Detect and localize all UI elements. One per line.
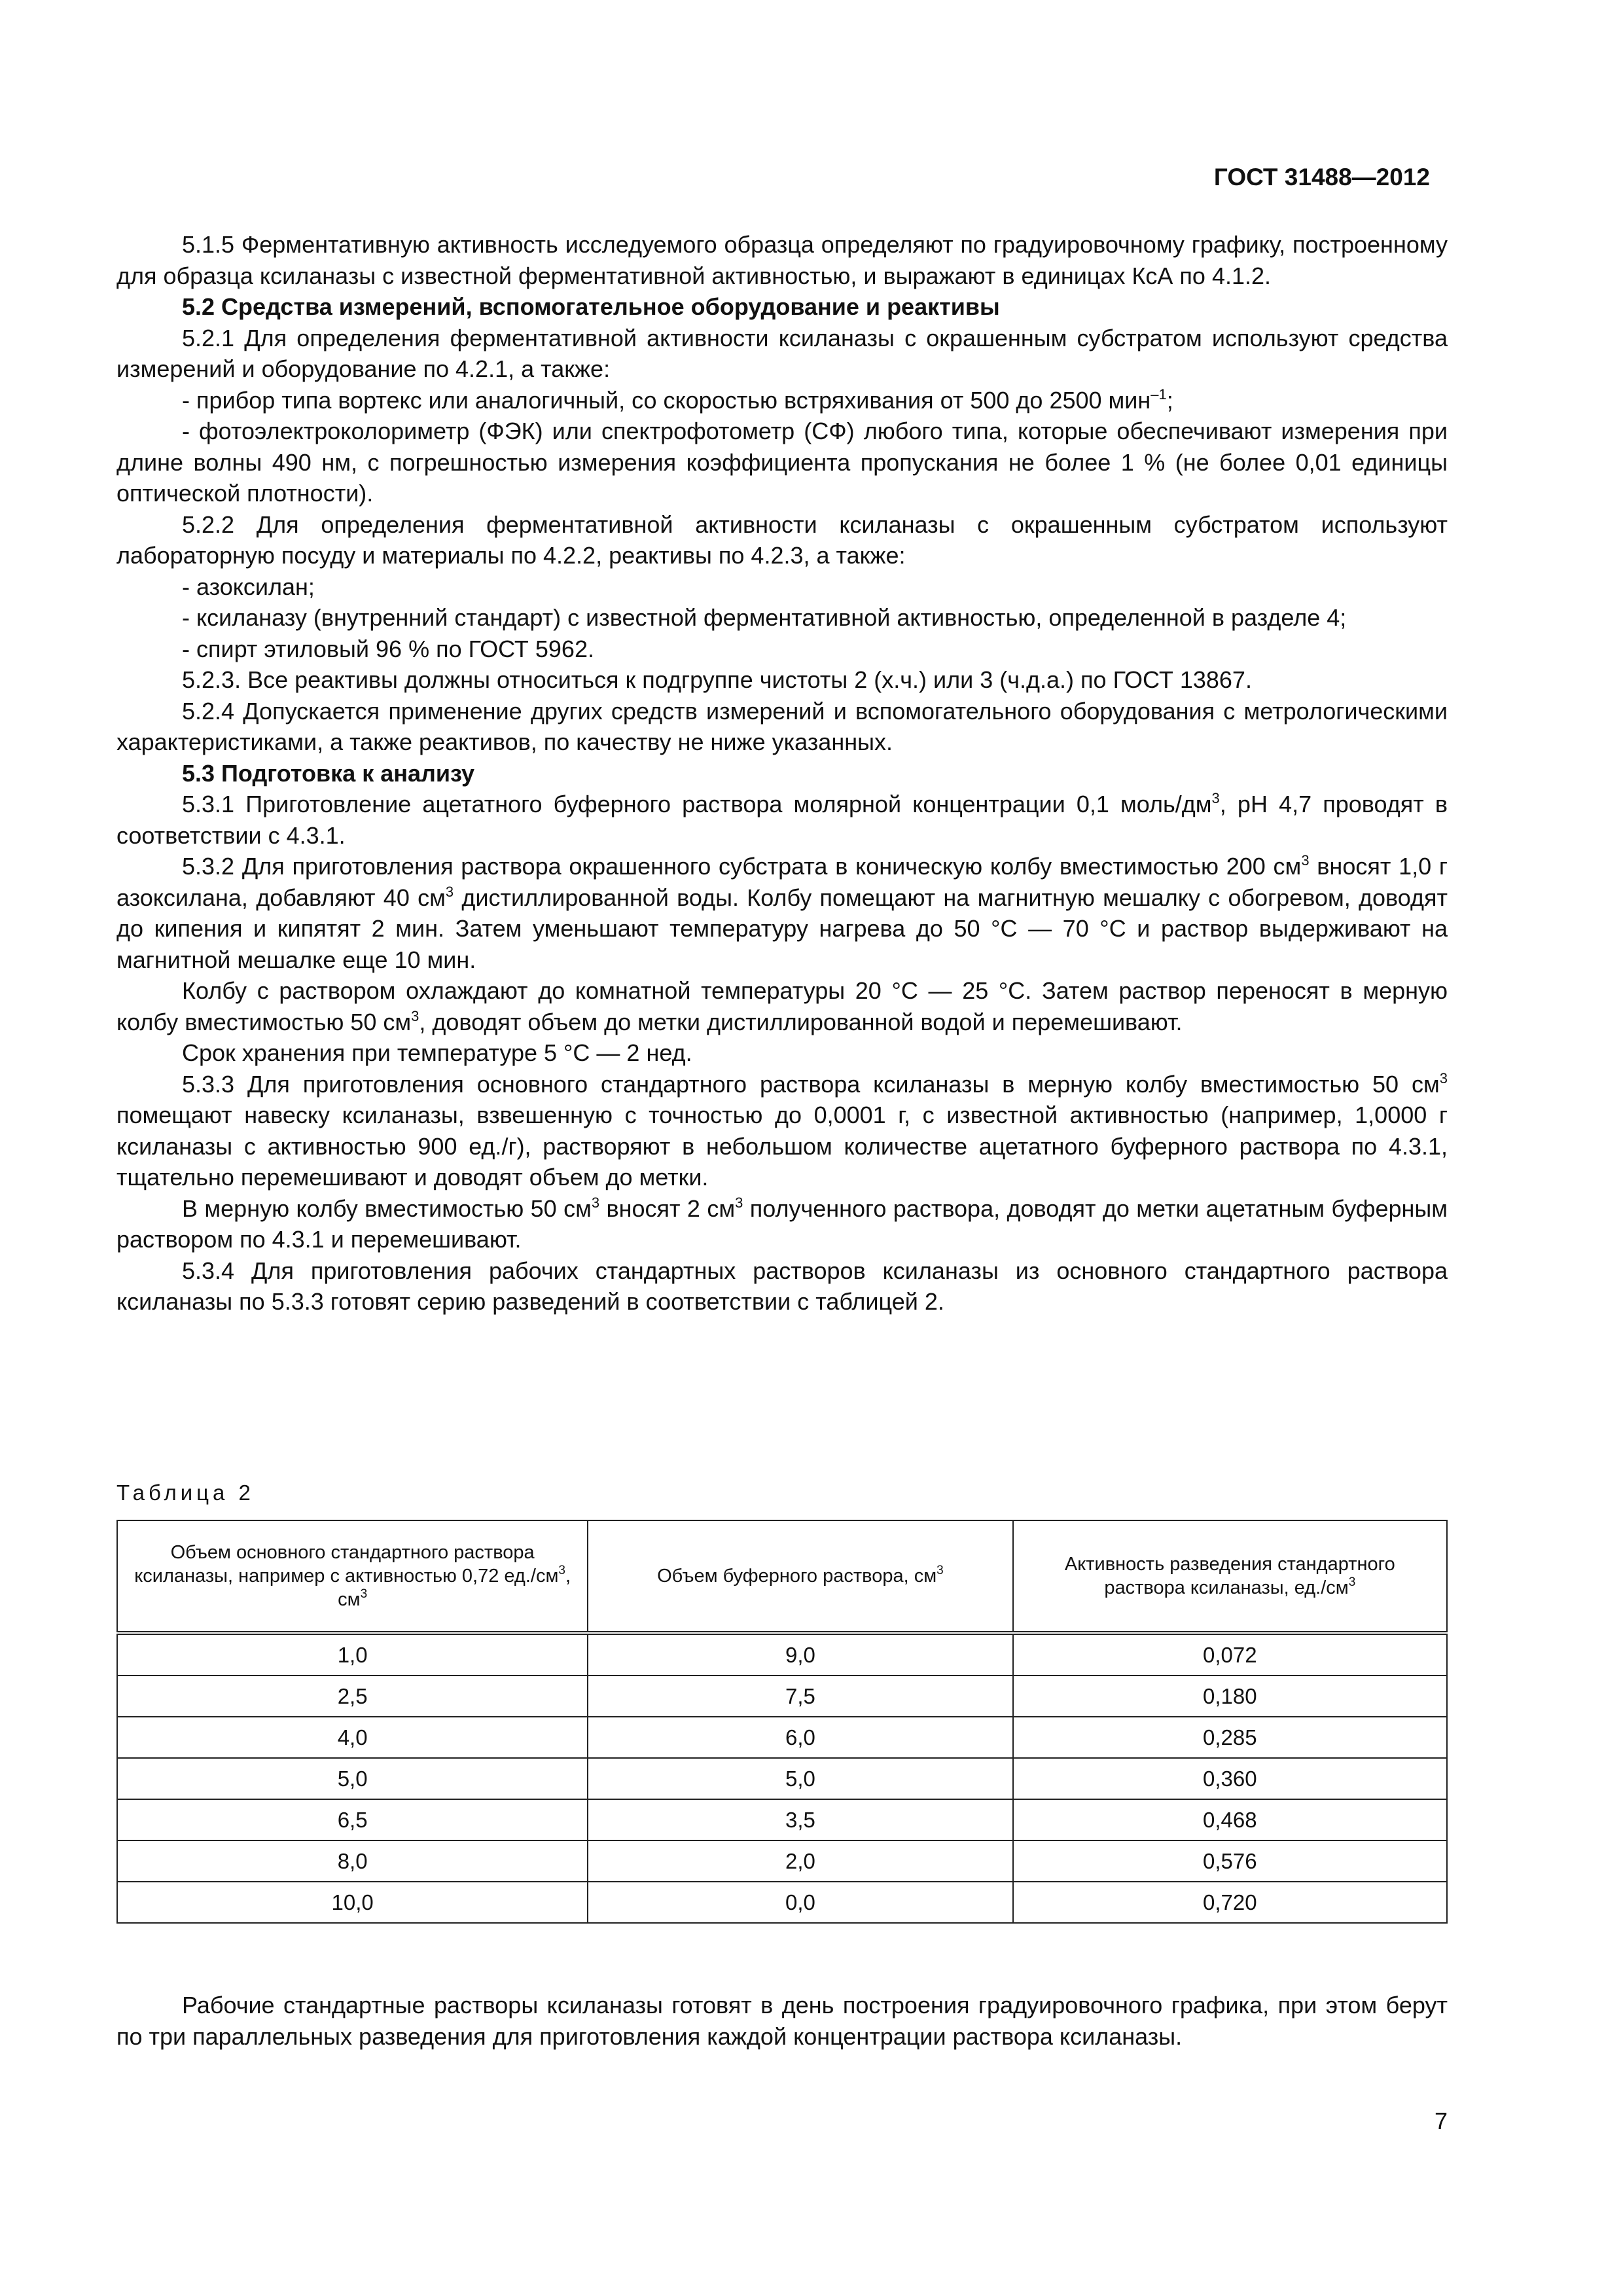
table-cell: 0,0 [588, 1882, 1012, 1923]
column-header-stock-volume: Объем основного стандартного раствора ксиланазы, например с активностью 0,72 $ед./см^3$, $см^3$ [117, 1520, 588, 1633]
table-cell: 0,576 [1013, 1840, 1447, 1882]
table-cell: 6,0 [588, 1717, 1012, 1758]
table-row [117, 1758, 1447, 1799]
table-caption: Таблица 2 [116, 1480, 255, 1505]
table-cell: 8,0 [117, 1840, 588, 1882]
body-text [116, 229, 1448, 1318]
table-row [117, 1717, 1447, 1758]
paragraph-5-3-3-dilution: В мерную колбу вместимостью 50 $см^3$ вносят 2 $см^3$ полученного раствора, доводят до метки ацетатным буферным раствором по 4.3.1 и перемешивают. [116, 1194, 1448, 1253]
table-cell: 5,0 [117, 1758, 588, 1799]
column-header-dilution-activity: Активность разведения стандартного раствора ксиланазы, $ед./см^3$ [1013, 1520, 1447, 1633]
table-row [117, 1633, 1447, 1676]
table-cell: 0,180 [1013, 1676, 1447, 1717]
table-cell: 0,468 [1013, 1799, 1447, 1840]
paragraph-5-1-5: 5.1.5 Ферментативную активность исследуемого образца определяют по градуировочному графику, построенному для образца ксиланазы с известной ферментативной активностью, и выражают в единицах КсА по 4.1.2. [116, 231, 1448, 289]
column-header-buffer-volume: Объем буферного раствора, $см^3$ [588, 1520, 1012, 1633]
table-cell: 6,5 [117, 1799, 588, 1840]
paragraph-working-solutions: Рабочие стандартные растворы ксиланазы готовят в день построения градуировочного графика, при этом берут по три параллельных разведения для приготовления каждой концентрации раствора ксиланазы. [116, 1992, 1448, 2050]
paragraph-5-3-1: 5.3.1 Приготовление ацетатного буферного раствора молярной концентрации 0,1 моль/$дм^3$, рН 4,7 проводят в соответствии с 4.3.1. [116, 790, 1448, 849]
table-cell: 5,0 [588, 1758, 1012, 1799]
table-cell: 0,285 [1013, 1717, 1447, 1758]
section-heading-5-2: 5.2 Средства измерений, вспомогательное оборудование и реактивы [182, 293, 1000, 320]
table-cell: 10,0 [117, 1882, 588, 1923]
table-row [117, 1882, 1447, 1923]
paragraph-5-2-1: 5.2.1 Для определения ферментативной активности ксиланазы с окрашенным субстратом используют средства измерений и оборудование по 4.2.1, а также: [116, 324, 1448, 382]
table-header-row [117, 1520, 1447, 1633]
list-item-azoxylan: - азоксилан; [182, 573, 315, 600]
list-item-vortex: - прибор типа вортекс или аналогичный, со скоростью встряхивания от 500 до 2500 мин$^{-1}$; [182, 386, 1173, 414]
page-number: 7 [1434, 2108, 1448, 2134]
list-item-photometer: - фотоэлектроколориметр (ФЭК) или спектрофотометр (СФ) любого типа, которые обеспечивают измерения при длине волны 490 нм, с погрешностью измерения коэффициента пропускания не более 1 % (не более 0,01 единицы оптической плотности). [116, 418, 1448, 507]
paragraph-5-2-4: 5.2.4 Допускается применение других средств измерений и вспомогательного оборудования с метрологическими характеристиками, а также реактивов, по качеству не ниже указанных. [116, 697, 1448, 755]
table-cell: 4,0 [117, 1717, 588, 1758]
paragraph-5-3-2: 5.3.2 Для приготовления раствора окрашенного субстрата в коническую колбу вместимостью 200 $см^3$ вносят 1,0 г азоксилана, добавляют 40 $см^3$ дистиллированной воды. Колбу помещают на магнитную мешалку с обогревом, доводят до кипения и кипятят 2 мин. Затем уменьшают температуру нагрева до 50 °С — 70 °С и раствор выдерживают на магнитной мешалке еще 10 мин. [116, 852, 1448, 973]
table-cell: 0,720 [1013, 1882, 1447, 1923]
table-row [117, 1676, 1447, 1717]
paragraph-5-3-4: 5.3.4 Для приготовления рабочих стандартных растворов ксиланазы из основного стандартного раствора ксиланазы по 5.3.3 готовят серию разведений в соответствии с таблицей 2. [116, 1257, 1448, 1315]
table-cell: 1,0 [117, 1633, 588, 1676]
section-heading-5-3: 5.3 Подготовка к анализу [182, 759, 475, 787]
list-item-xylanase: - ксиланазу (внутренний стандарт) с известной ферментативной активностью, определенной в разделе 4; [182, 604, 1347, 631]
table-row [117, 1799, 1447, 1840]
table-cell: 0,072 [1013, 1633, 1447, 1676]
paragraph-5-3-3: 5.3.3 Для приготовления основного стандартного раствора ксиланазы в мерную колбу вместимостью 50 $см^3$ помещают навеску ксиланазы, взвешенную с точностью до 0,0001 г, с известной активностью (например, 1,0000 г ксиланазы с активностью 900 ед./г), растворяют в небольшом количестве ацетатного буферного раствора по 4.3.1, тщательно перемешивают и доводят объем до метки. [116, 1069, 1448, 1191]
table-cell: 0,360 [1013, 1758, 1447, 1799]
table-cell: 2,5 [117, 1676, 588, 1717]
table-cell: 3,5 [588, 1799, 1012, 1840]
document-code: ГОСТ 31488—2012 [1213, 164, 1430, 190]
table-cell: 7,5 [588, 1676, 1012, 1717]
table-row [117, 1840, 1447, 1882]
list-item-ethanol: - спирт этиловый 96 % по ГОСТ 5962. [182, 635, 594, 662]
table-cell: 9,0 [588, 1633, 1012, 1676]
table-cell: 2,0 [588, 1840, 1012, 1882]
dilution-table [116, 1520, 1448, 1924]
paragraph-5-2-2: 5.2.2 Для определения ферментативной активности ксиланазы с окрашенным субстратом используют лабораторную посуду и материалы по 4.2.2, реактивы по 4.2.3, а также: [116, 511, 1448, 569]
paragraph-storage-term: Срок хранения при температуре 5 °С — 2 нед. [182, 1039, 692, 1066]
paragraph-5-3-2-cooling: Колбу с раствором охлаждают до комнатной температуры 20 °С — 25 °С. Затем раствор переносят в мерную колбу вместимостью 50 $см^3$, доводят объем до метки дистиллированной водой и перемешивают. [116, 977, 1448, 1035]
paragraph-5-2-3: 5.2.3. Все реактивы должны относиться к подгруппе чистоты 2 (х.ч.) или 3 (ч.д.а.) по ГОСТ 13867. [182, 666, 1252, 693]
